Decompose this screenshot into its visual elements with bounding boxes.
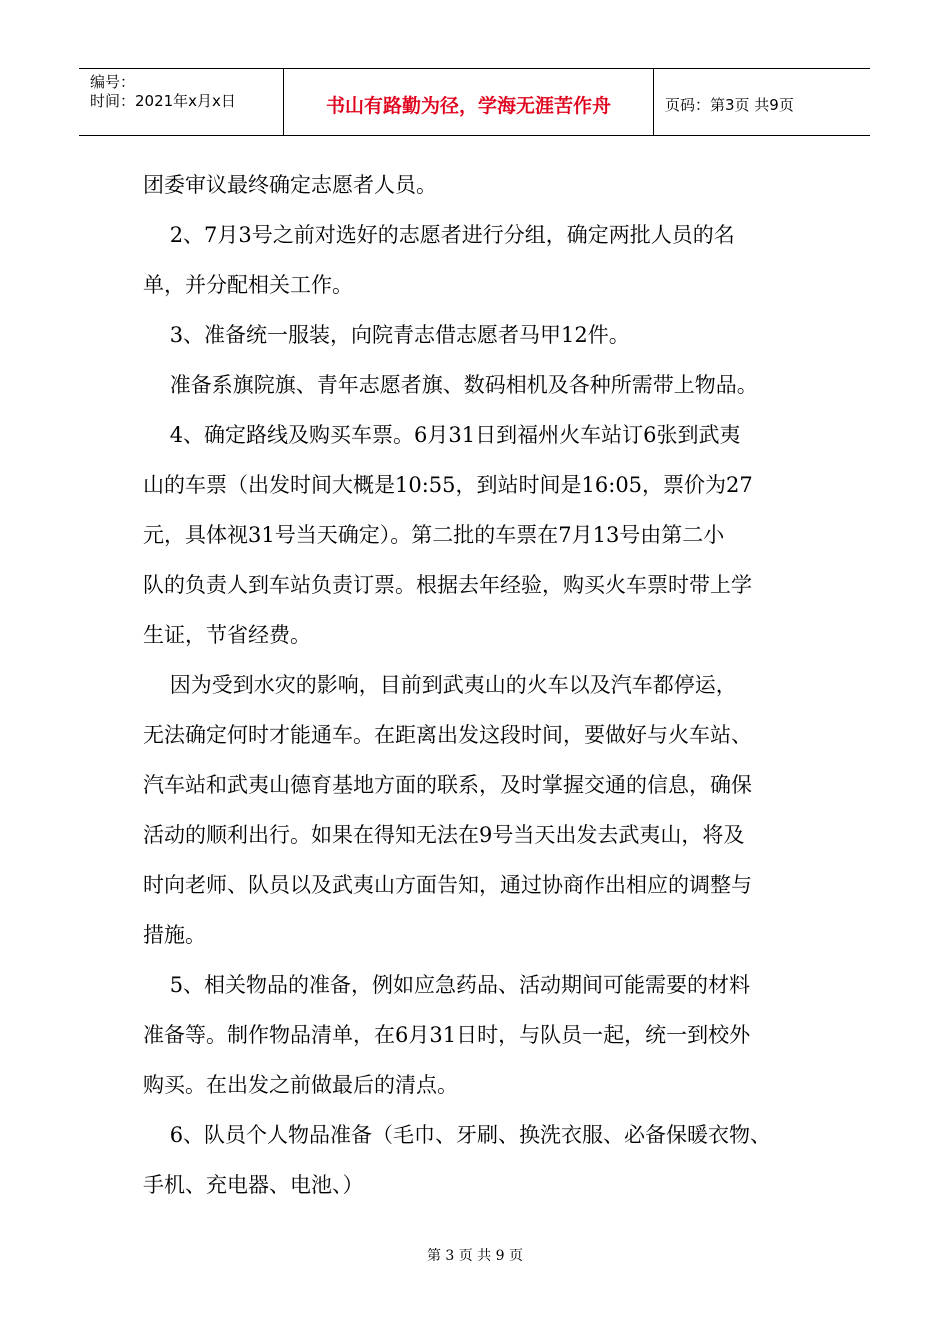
text-line: 2、7月3号之前对选好的志愿者进行分组，确定两批人员的名 <box>143 223 735 247</box>
text-line: 措施。 <box>143 923 206 947</box>
text-line: 准备等。制作物品清单，在6月31日时，与队员一起，统一到校外 <box>143 1023 751 1047</box>
text-line: 手机、充电器、电池、） <box>143 1173 364 1197</box>
text-line: 山的车票（出发时间大概是10:55，到站时间是16:05，票价为27 <box>143 473 753 497</box>
text-line: 无法确定何时才能通车。在距离出发这段时间，要做好与火车站、 <box>143 723 752 747</box>
header-motto: 书山有路勤为径，学海无涯苦作舟 <box>284 69 654 135</box>
text-line: 购买。在出发之前做最后的清点。 <box>143 1073 458 1097</box>
page-footer: 第 3 页 共 9 页 <box>426 1248 524 1264</box>
text-line: 3、准备统一服装，向院青志借志愿者马甲12件。 <box>143 323 630 347</box>
text-line: 准备系旗院旗、青年志愿者旗、数码相机及各种所需带上物品。 <box>143 373 758 397</box>
header-page-info: 页码：第3页 共9页 <box>665 95 794 114</box>
number-label: 编号： <box>90 73 136 91</box>
text-line: 6、队员个人物品准备（毛巾、牙刷、换洗衣服、必备保暖衣物、 <box>143 1123 772 1147</box>
time-label: 时间：2021年x月x日 <box>90 92 236 110</box>
text-line: 生证，节省经费。 <box>143 623 311 647</box>
text-line: 队的负责人到车站负责订票。根据去年经验，购买火车票时带上学 <box>143 573 752 597</box>
text-line: 因为受到水灾的影响，目前到武夷山的火车以及汽车都停运， <box>143 673 737 697</box>
page-header <box>79 68 870 136</box>
text-line: 5、相关物品的准备，例如应急药品、活动期间可能需要的材料 <box>143 973 751 997</box>
text-line: 活动的顺利出行。如果在得知无法在9号当天出发去武夷山，将及 <box>143 823 745 847</box>
text-line: 团委审议最终确定志愿者人员。 <box>143 173 437 197</box>
header-meta <box>79 69 284 135</box>
document-body <box>143 160 833 1210</box>
text-line: 4、确定路线及购买车票。6月31日到福州火车站订6张到武夷 <box>143 423 741 447</box>
text-line: 元，具体视31号当天确定）。第二批的车票在7月13号由第二小 <box>143 523 725 547</box>
text-line: 汽车站和武夷山德育基地方面的联系，及时掌握交通的信息，确保 <box>143 773 752 797</box>
text-line: 单，并分配相关工作。 <box>143 273 353 297</box>
text-line: 时向老师、队员以及武夷山方面告知，通过协商作出相应的调整与 <box>143 873 752 897</box>
